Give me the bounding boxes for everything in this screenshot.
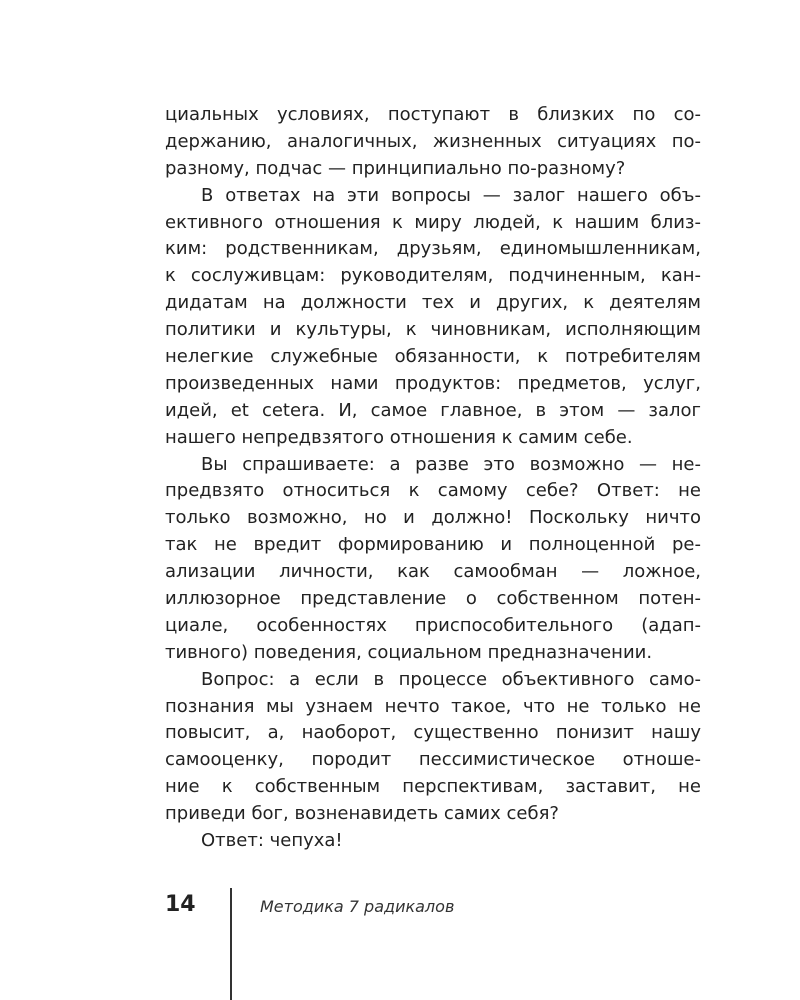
text-line: произведенных нами продуктов: предметов, услуг, [165, 372, 701, 394]
text-line: нелегкие служебные обязанности, к потребителям [165, 346, 701, 368]
text-line: Вопрос: а если в процессе объективного само- [201, 668, 701, 690]
text-line: тивного) поведения, социальном предназначении. [165, 641, 653, 663]
text-line: ние к собственным перспективам, заставит, не [165, 776, 701, 798]
text-line: идей, et cetera. И, самое главное, в этом — залог [165, 399, 701, 421]
text-line: ким: родственникам, друзьям, единомышленникам, [165, 238, 701, 260]
text-line: Вы спрашиваете: а разве это возможно — не- [201, 453, 701, 475]
text-line: к сослуживцам: руководителям, подчиненным, кан- [165, 265, 701, 287]
text-line: ективного отношения к миру людей, к нашим близ- [165, 211, 701, 233]
text-line: приведи бог, возненавидеть самих себя? [165, 803, 559, 825]
text-line: политики и культуры, к чиновникам, исполняющим [165, 319, 701, 341]
footer-divider [230, 888, 232, 1000]
text-line: повысит, а, наоборот, существенно понизит нашу [165, 722, 701, 744]
body-text [165, 102, 701, 855]
text-line: самооценку, породит пессимистическое отноше- [165, 749, 701, 771]
text-line: только возможно, но и должно! Поскольку ничто [165, 507, 701, 529]
text-line: нашего непредвзятого отношения к самим себе. [165, 426, 633, 448]
book-title: Методика 7 радикалов [260, 897, 455, 916]
page-number: 14 [165, 892, 196, 917]
text-line: иллюзорное представление о собственном потен- [165, 588, 701, 610]
text-line: В ответах на эти вопросы — залог нашего объ- [201, 184, 701, 206]
text-line: разному, подчас — принципиально по-разному? [165, 157, 626, 179]
text-line: ализации личности, как самообман — ложное, [165, 561, 701, 583]
text-line: циале, особенностях приспособительного (адап- [165, 614, 701, 636]
text-line: предвзято относиться к самому себе? Ответ: не [165, 480, 701, 502]
text-line: держанию, аналогичных, жизненных ситуациях по- [165, 130, 701, 152]
text-line: так не вредит формированию и полноценной ре- [165, 534, 701, 556]
text-line: познания мы узнаем нечто такое, что не только не [165, 695, 701, 717]
text-line: циальных условиях, поступают в близких по со- [165, 104, 701, 125]
text-line: Ответ: чепуха! [201, 830, 343, 852]
text-line: дидатам на должности тех и других, к деятелям [165, 292, 701, 314]
